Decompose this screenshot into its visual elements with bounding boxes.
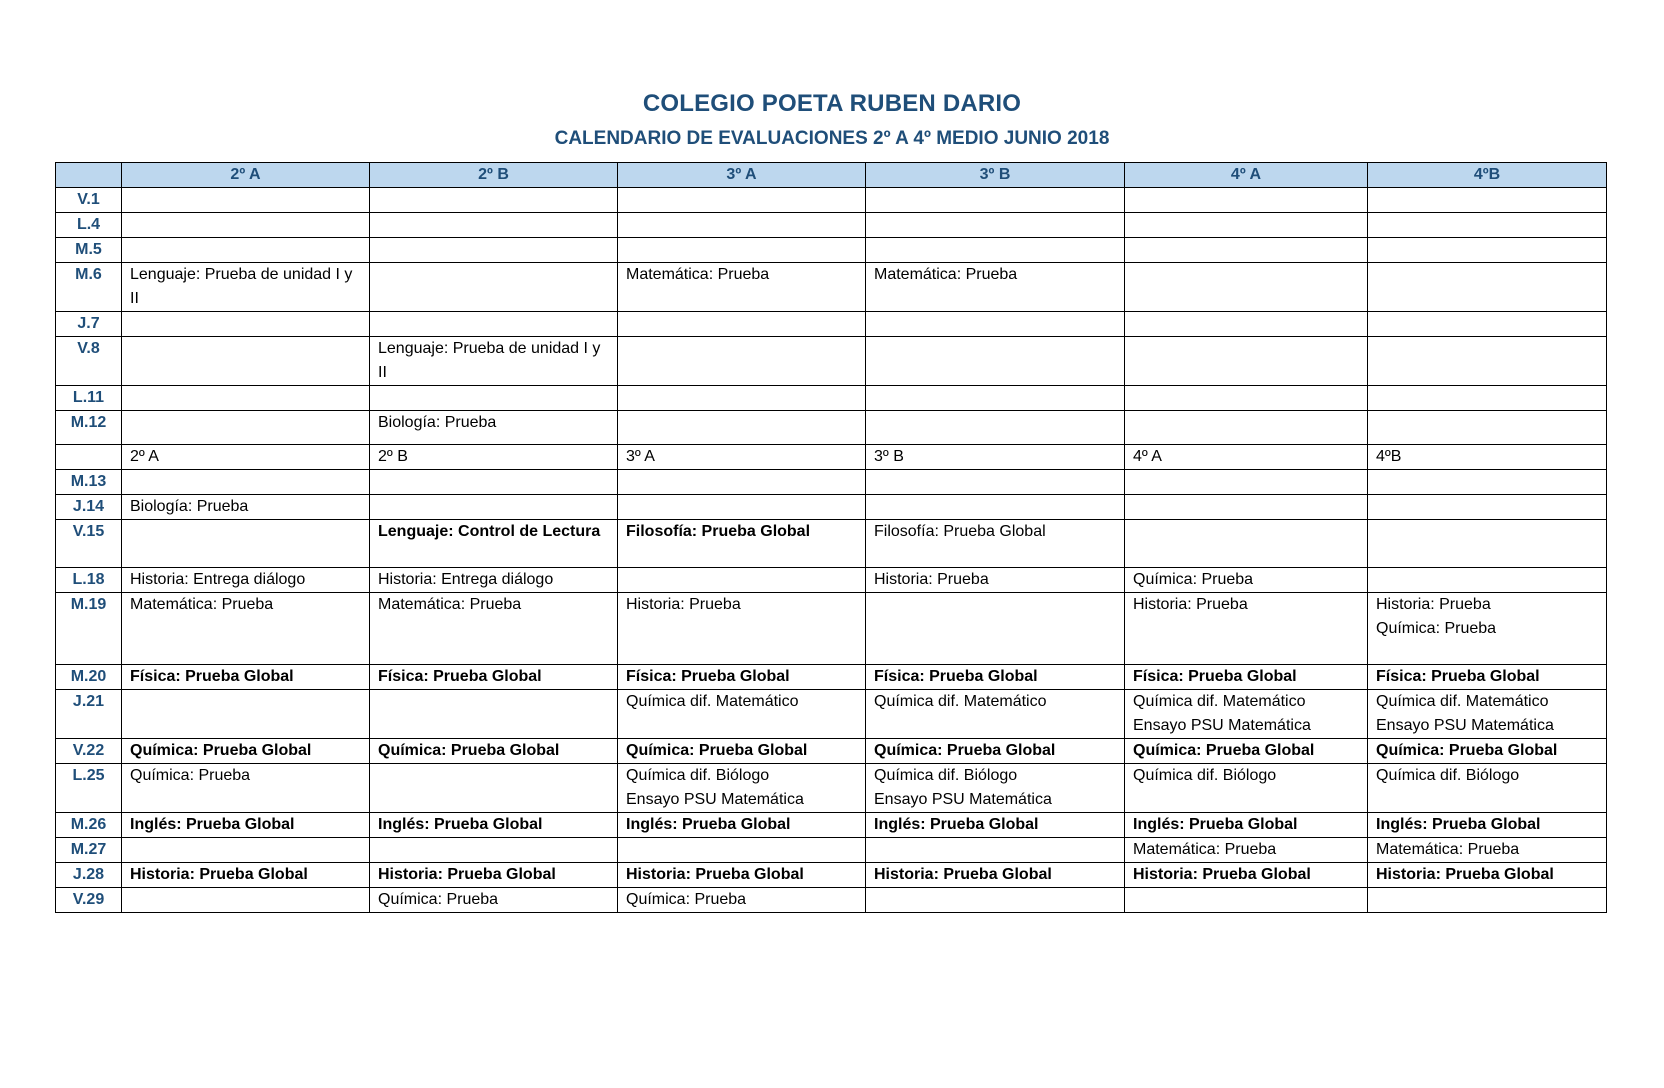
evaluation-cell <box>866 888 1125 913</box>
evaluation-cell <box>122 312 370 337</box>
evaluation-cell: Historia: Prueba Global <box>866 863 1125 888</box>
evaluation-cell <box>370 263 618 312</box>
header-day <box>56 163 122 188</box>
table-row <box>56 411 1607 445</box>
evaluation-cell <box>1368 495 1607 520</box>
day-cell: M.6 <box>56 263 122 312</box>
evaluation-cell: Química: Prueba Global <box>618 739 866 764</box>
evaluation-cell: Física: Prueba Global <box>866 665 1125 690</box>
evaluation-cell: Biología: Prueba <box>370 411 618 445</box>
evaluation-cell: 4ºB <box>1368 445 1607 470</box>
evaluation-cell: Química dif. Matemático Ensayo PSU Matemática <box>1368 690 1607 739</box>
table-row <box>56 386 1607 411</box>
calendar-subtitle: CALENDARIO DE EVALUACIONES 2º A 4º MEDIO JUNIO 2018 <box>554 128 1110 149</box>
evaluation-cell <box>866 593 1125 665</box>
evaluation-cell: Química dif. Biólogo <box>1125 764 1368 813</box>
evaluation-cell <box>1368 188 1607 213</box>
evaluation-cell <box>618 213 866 238</box>
evaluation-cell <box>618 495 866 520</box>
evaluation-cell <box>618 312 866 337</box>
evaluation-cell: Historia: Prueba Global <box>370 863 618 888</box>
evaluation-cell <box>1368 312 1607 337</box>
evaluation-cell: Química: Prueba Global <box>1368 739 1607 764</box>
evaluation-cell: Inglés: Prueba Global <box>1125 813 1368 838</box>
evaluation-cell: Historia: Prueba <box>1125 593 1368 665</box>
evaluation-cell <box>122 386 370 411</box>
evaluation-cell <box>1125 263 1368 312</box>
evaluation-cell <box>122 238 370 263</box>
day-cell: V.1 <box>56 188 122 213</box>
table-row <box>56 520 1607 568</box>
evaluation-cell: Historia: Prueba Global <box>1368 863 1607 888</box>
evaluation-cell: Filosofía: Prueba Global <box>618 520 866 568</box>
school-title: COLEGIO POETA RUBEN DARIO <box>642 90 1022 117</box>
evaluation-cell <box>1125 495 1368 520</box>
day-cell: V.15 <box>56 520 122 568</box>
evaluation-cell <box>1125 238 1368 263</box>
evaluation-cell: Historia: Prueba <box>866 568 1125 593</box>
evaluation-cell: Matemática: Prueba <box>618 263 866 312</box>
header-4b: 4ºB <box>1368 163 1607 188</box>
evaluation-cell: 2º A <box>122 445 370 470</box>
table-row <box>56 495 1607 520</box>
evaluation-cell: Inglés: Prueba Global <box>618 813 866 838</box>
evaluation-cell: Lenguaje: Control de Lectura <box>370 520 618 568</box>
evaluation-cell <box>1368 470 1607 495</box>
evaluation-cell <box>866 386 1125 411</box>
evaluation-cell <box>122 337 370 386</box>
evaluation-cell <box>370 470 618 495</box>
evaluation-cell: Historia: Prueba Global <box>1125 863 1368 888</box>
evaluation-cell <box>866 838 1125 863</box>
evaluation-cell: 3º A <box>618 445 866 470</box>
evaluation-cell: Química dif. Biólogo <box>1368 764 1607 813</box>
evaluation-cell <box>122 188 370 213</box>
evaluation-cell <box>1368 213 1607 238</box>
evaluation-cell <box>866 238 1125 263</box>
header-4a: 4º A <box>1125 163 1368 188</box>
table-row <box>56 213 1607 238</box>
day-cell: L.4 <box>56 213 122 238</box>
day-cell <box>56 445 122 470</box>
evaluation-cell: Química: Prueba Global <box>370 739 618 764</box>
day-cell: V.8 <box>56 337 122 386</box>
table-row <box>56 238 1607 263</box>
evaluation-cell: Química dif. Matemático Ensayo PSU Matemática <box>1125 690 1368 739</box>
evaluation-calendar-table <box>55 162 1607 913</box>
evaluation-cell: Química dif. Biólogo Ensayo PSU Matemática <box>618 764 866 813</box>
evaluation-cell <box>1125 520 1368 568</box>
evaluation-cell <box>370 495 618 520</box>
table-subheader-row <box>56 445 1607 470</box>
evaluation-cell: Química: Prueba <box>1125 568 1368 593</box>
evaluation-cell <box>1368 888 1607 913</box>
evaluation-cell: Lenguaje: Prueba de unidad I y II <box>370 337 618 386</box>
evaluation-cell: Filosofía: Prueba Global <box>866 520 1125 568</box>
evaluation-cell <box>1125 337 1368 386</box>
evaluation-cell <box>1125 213 1368 238</box>
table-row <box>56 690 1607 739</box>
evaluation-cell <box>122 520 370 568</box>
evaluation-cell <box>1368 520 1607 568</box>
evaluation-cell <box>370 690 618 739</box>
day-cell: M.13 <box>56 470 122 495</box>
evaluation-cell: Lenguaje: Prueba de unidad I y II <box>122 263 370 312</box>
day-cell: J.28 <box>56 863 122 888</box>
evaluation-cell: Física: Prueba Global <box>1125 665 1368 690</box>
evaluation-cell <box>1368 411 1607 445</box>
evaluation-cell <box>1125 188 1368 213</box>
day-cell: J.7 <box>56 312 122 337</box>
day-cell: M.20 <box>56 665 122 690</box>
evaluation-cell: Inglés: Prueba Global <box>1368 813 1607 838</box>
evaluation-cell: Matemática: Prueba <box>370 593 618 665</box>
evaluation-cell <box>1125 386 1368 411</box>
table-row <box>56 470 1607 495</box>
evaluation-cell: Química: Prueba <box>618 888 866 913</box>
evaluation-cell <box>1368 263 1607 312</box>
evaluation-cell <box>866 312 1125 337</box>
header-2a: 2º A <box>122 163 370 188</box>
header-3b: 3º B <box>866 163 1125 188</box>
evaluation-cell <box>1125 470 1368 495</box>
table-row <box>56 863 1607 888</box>
day-cell: M.26 <box>56 813 122 838</box>
evaluation-cell <box>618 568 866 593</box>
evaluation-cell <box>122 213 370 238</box>
evaluation-cell: Matemática: Prueba <box>1368 838 1607 863</box>
evaluation-cell <box>1368 386 1607 411</box>
day-cell: L.18 <box>56 568 122 593</box>
evaluation-cell <box>866 411 1125 445</box>
evaluation-cell <box>370 386 618 411</box>
evaluation-cell <box>618 188 866 213</box>
evaluation-cell: Física: Prueba Global <box>1368 665 1607 690</box>
evaluation-cell: Historia: Prueba Global <box>122 863 370 888</box>
evaluation-cell <box>1368 238 1607 263</box>
evaluation-cell <box>866 188 1125 213</box>
table-row <box>56 665 1607 690</box>
evaluation-cell <box>1368 337 1607 386</box>
evaluation-cell <box>1125 888 1368 913</box>
day-cell: M.12 <box>56 411 122 445</box>
evaluation-cell <box>618 386 866 411</box>
evaluation-cell <box>618 238 866 263</box>
evaluation-cell: Inglés: Prueba Global <box>866 813 1125 838</box>
evaluation-cell: 3º B <box>866 445 1125 470</box>
evaluation-cell <box>618 470 866 495</box>
evaluation-cell <box>370 764 618 813</box>
evaluation-cell <box>370 838 618 863</box>
evaluation-cell <box>122 470 370 495</box>
evaluation-cell <box>618 411 866 445</box>
evaluation-cell: 4º A <box>1125 445 1368 470</box>
evaluation-cell: Física: Prueba Global <box>122 665 370 690</box>
evaluation-cell: Química: Prueba Global <box>122 739 370 764</box>
evaluation-cell <box>618 337 866 386</box>
evaluation-cell: Química: Prueba Global <box>866 739 1125 764</box>
table-row <box>56 838 1607 863</box>
table-row <box>56 337 1607 386</box>
table-row <box>56 739 1607 764</box>
table-body <box>56 188 1607 913</box>
evaluation-cell <box>618 838 866 863</box>
evaluation-cell <box>370 188 618 213</box>
header-2b: 2º B <box>370 163 618 188</box>
evaluation-cell: Matemática: Prueba <box>122 593 370 665</box>
evaluation-cell <box>1125 312 1368 337</box>
table-row <box>56 764 1607 813</box>
evaluation-cell <box>370 312 618 337</box>
evaluation-cell: Física: Prueba Global <box>370 665 618 690</box>
evaluation-cell: Historia: Entrega diálogo <box>370 568 618 593</box>
table-row <box>56 593 1607 665</box>
evaluation-cell: Inglés: Prueba Global <box>370 813 618 838</box>
evaluation-cell <box>370 238 618 263</box>
evaluation-cell: Historia: Entrega diálogo <box>122 568 370 593</box>
evaluation-cell <box>1125 411 1368 445</box>
evaluation-cell: Historia: Prueba Química: Prueba <box>1368 593 1607 665</box>
day-cell: L.25 <box>56 764 122 813</box>
table-row <box>56 312 1607 337</box>
evaluation-cell: Física: Prueba Global <box>618 665 866 690</box>
day-cell: M.5 <box>56 238 122 263</box>
evaluation-cell <box>122 690 370 739</box>
evaluation-cell: Química dif. Matemático <box>866 690 1125 739</box>
evaluation-cell: Matemática: Prueba <box>1125 838 1368 863</box>
evaluation-cell: Química: Prueba Global <box>1125 739 1368 764</box>
day-cell: M.19 <box>56 593 122 665</box>
table-row <box>56 188 1607 213</box>
day-cell: J.21 <box>56 690 122 739</box>
evaluation-cell: 2º B <box>370 445 618 470</box>
day-cell: V.22 <box>56 739 122 764</box>
evaluation-cell <box>866 337 1125 386</box>
evaluation-cell: Historia: Prueba <box>618 593 866 665</box>
evaluation-cell <box>122 411 370 445</box>
table-header-row <box>56 163 1607 188</box>
evaluation-cell <box>866 470 1125 495</box>
evaluation-cell: Química: Prueba <box>122 764 370 813</box>
day-cell: M.27 <box>56 838 122 863</box>
day-cell: V.29 <box>56 888 122 913</box>
evaluation-cell <box>370 213 618 238</box>
table-row <box>56 888 1607 913</box>
evaluation-cell: Química dif. Matemático <box>618 690 866 739</box>
evaluation-cell: Historia: Prueba Global <box>618 863 866 888</box>
evaluation-cell: Matemática: Prueba <box>866 263 1125 312</box>
evaluation-cell: Química dif. Biólogo Ensayo PSU Matemática <box>866 764 1125 813</box>
evaluation-cell: Inglés: Prueba Global <box>122 813 370 838</box>
evaluation-cell: Química: Prueba <box>370 888 618 913</box>
evaluation-cell <box>866 213 1125 238</box>
evaluation-cell: Biología: Prueba <box>122 495 370 520</box>
evaluation-cell <box>1368 568 1607 593</box>
table-row <box>56 263 1607 312</box>
table-row <box>56 568 1607 593</box>
day-cell: L.11 <box>56 386 122 411</box>
table-row <box>56 813 1607 838</box>
evaluation-cell <box>866 495 1125 520</box>
evaluation-cell <box>122 888 370 913</box>
header-3a: 3º A <box>618 163 866 188</box>
day-cell: J.14 <box>56 495 122 520</box>
evaluation-cell <box>122 838 370 863</box>
